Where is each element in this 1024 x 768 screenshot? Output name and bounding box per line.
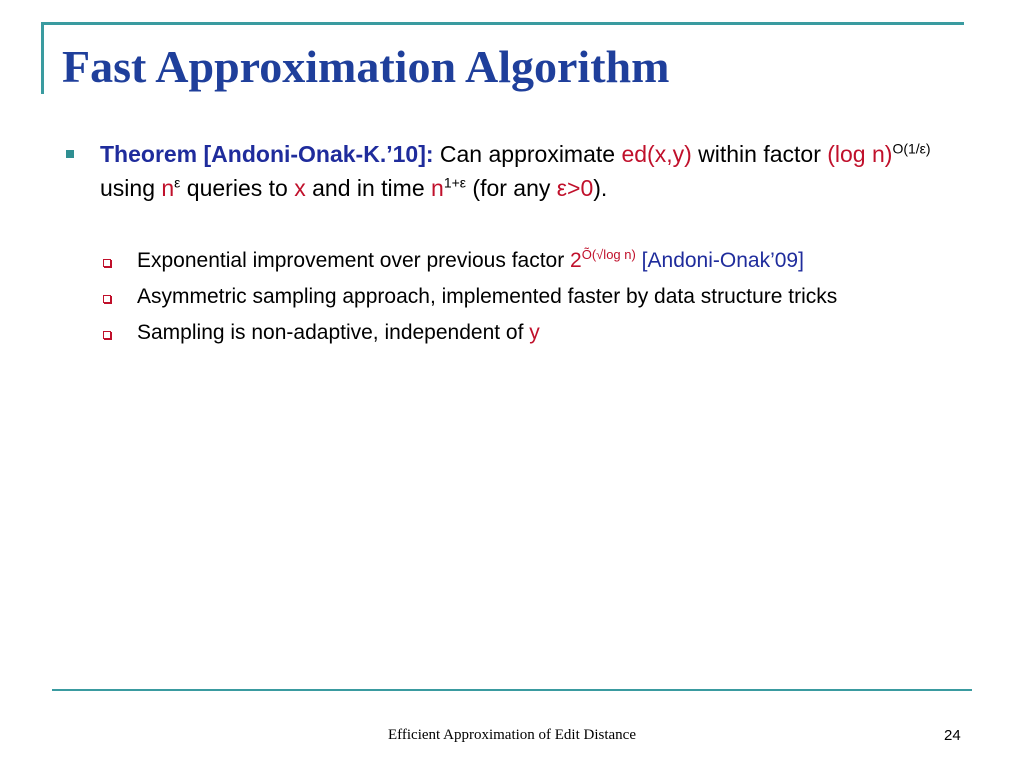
footer-divider <box>52 689 972 691</box>
hollow-square-bullet-icon <box>103 331 111 339</box>
footer-title: Efficient Approximation of Edit Distance <box>388 727 636 743</box>
time-exponent: 1+ε <box>443 174 467 191</box>
text-segment: within factor <box>691 141 828 167</box>
time-base: n <box>431 175 444 201</box>
square-bullet-icon <box>66 150 74 158</box>
text-segment: and in time <box>305 175 432 201</box>
ed-expression: ed(x,y) <box>621 141 692 167</box>
x-variable: x <box>294 175 306 201</box>
title-frame-vertical-line <box>41 22 44 94</box>
list-item-text: Asymmetric sampling approach, implemented faster by data structure tricks <box>137 285 838 308</box>
hollow-square-bullet-icon <box>103 259 111 267</box>
list-item <box>100 318 970 348</box>
sub-bullet-list <box>100 246 970 354</box>
text-segment: using <box>100 175 162 201</box>
factor-exponent: Õ(√log n) <box>581 247 636 262</box>
query-count-exponent: ε <box>174 174 181 191</box>
hollow-square-bullet-icon <box>103 295 111 303</box>
slide-title: Fast Approximation Algorithm <box>62 41 670 92</box>
text-segment: Can approximate <box>433 141 622 167</box>
list-item-text: Sampling is non-adaptive, independent of <box>137 321 530 344</box>
list-item <box>100 282 970 312</box>
citation: [Andoni-Onak’09] <box>635 249 804 272</box>
theorem-label: Theorem [Andoni-Onak-K.’10]: <box>100 141 434 167</box>
theorem-bullet-text <box>100 137 980 205</box>
page-number: 24 <box>944 727 961 744</box>
text-segment: queries to <box>180 175 295 201</box>
list-item-text: Exponential improvement over previous factor <box>137 249 571 272</box>
list-item <box>100 246 970 276</box>
log-factor-exponent: O(1/ε) <box>892 140 931 157</box>
text-segment: (for any <box>466 175 557 201</box>
query-count-base: n <box>161 175 175 201</box>
text-segment: ). <box>593 175 608 201</box>
factor-base: 2 <box>570 249 582 272</box>
title-frame-horizontal-line <box>41 22 964 25</box>
log-factor: (log n) <box>827 141 893 167</box>
epsilon-condition: ε>0 <box>556 175 594 201</box>
y-variable: y <box>529 321 540 344</box>
